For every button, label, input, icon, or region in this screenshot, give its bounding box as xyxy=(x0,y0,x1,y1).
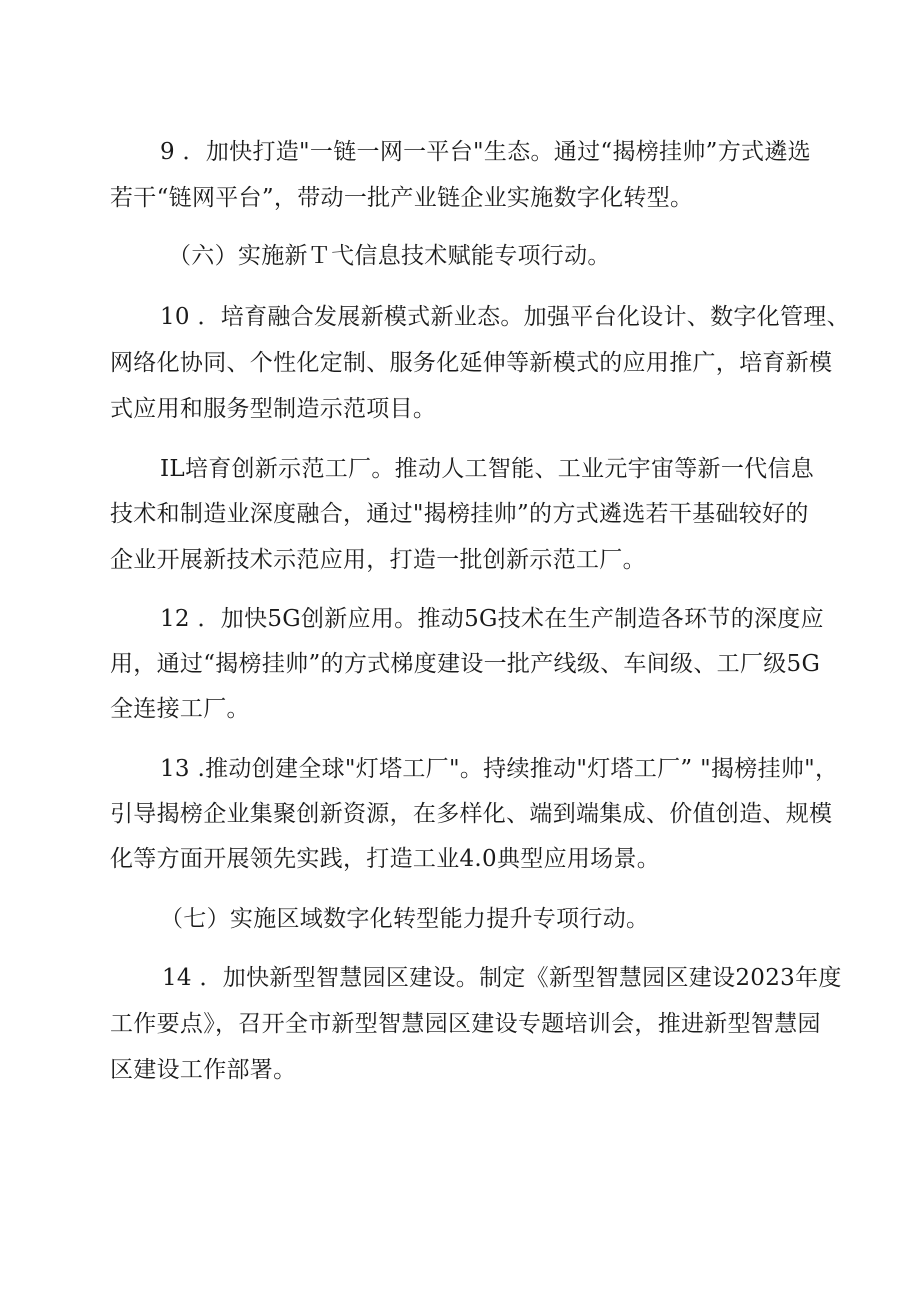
section-7-heading: （七）实施区域数字化转型能力提升专项行动。 xyxy=(160,906,650,932)
section-6-heading: （六）实施新Ｔ弋信息技术赋能专项行动。 xyxy=(168,243,611,269)
item-11-line-2: 技术和制造业深度融合，通过"揭榜挂帅”的方式遴选若干基础较好的 xyxy=(110,501,809,527)
item-13-line-1: 13 .推动创建全球"灯塔工厂"。持续推动"灯塔工厂” "揭榜挂帅"， xyxy=(160,756,839,782)
item-10-line-2: 网络化协同、个性化定制、服务化延伸等新模式的应用推广，培育新模 xyxy=(110,350,833,376)
item-14-line-1: 14 ．加快新型智慧园区建设。制定《新型智慧园区建设2023年度 xyxy=(162,965,842,991)
item-14-line-2: 工作要点》，召开全市新型智慧园区建设专题培训会，推进新型智慧园 xyxy=(110,1011,821,1037)
item-11-line-1: IL培育创新示范工厂。推动人工智能、工业元宇宙等新一代信息 xyxy=(160,456,815,482)
item-13-line-3: 化等方面开展领先实践，打造工业4.0典型应用场景。 xyxy=(110,846,661,872)
item-13-line-2: 引导揭榜企业集聚创新资源，在多样化、端到端集成、价值创造、规模 xyxy=(110,801,833,827)
item-14-line-3: 区建设工作部署。 xyxy=(110,1057,297,1083)
item-10-line-1: 10 ．培育融合发展新模式新业态。加强平台化设计、数字化管理、 xyxy=(160,304,850,330)
item-12-line-1: 12 ．加快5G创新应用。推动5G技术在生产制造各环节的深度应 xyxy=(160,606,824,632)
item-9-line-2: 若干“链网平台”，带动一批产业链企业实施数字化转型。 xyxy=(110,185,694,211)
item-10-line-3: 式应用和服务型制造示范项目。 xyxy=(110,396,437,422)
item-9-line-1: 9 ．加快打造"一链一网一平台"生态。通过“揭榜挂帅”方式遴选 xyxy=(160,139,811,165)
item-11-line-3: 企业开展新技术示范应用，打造一批创新示范工厂。 xyxy=(110,547,646,573)
item-12-line-2: 用，通过“揭榜挂帅”的方式梯度建设一批产线级、车间级、工厂级5G xyxy=(110,651,821,677)
item-12-line-3: 全连接工厂。 xyxy=(110,696,250,722)
